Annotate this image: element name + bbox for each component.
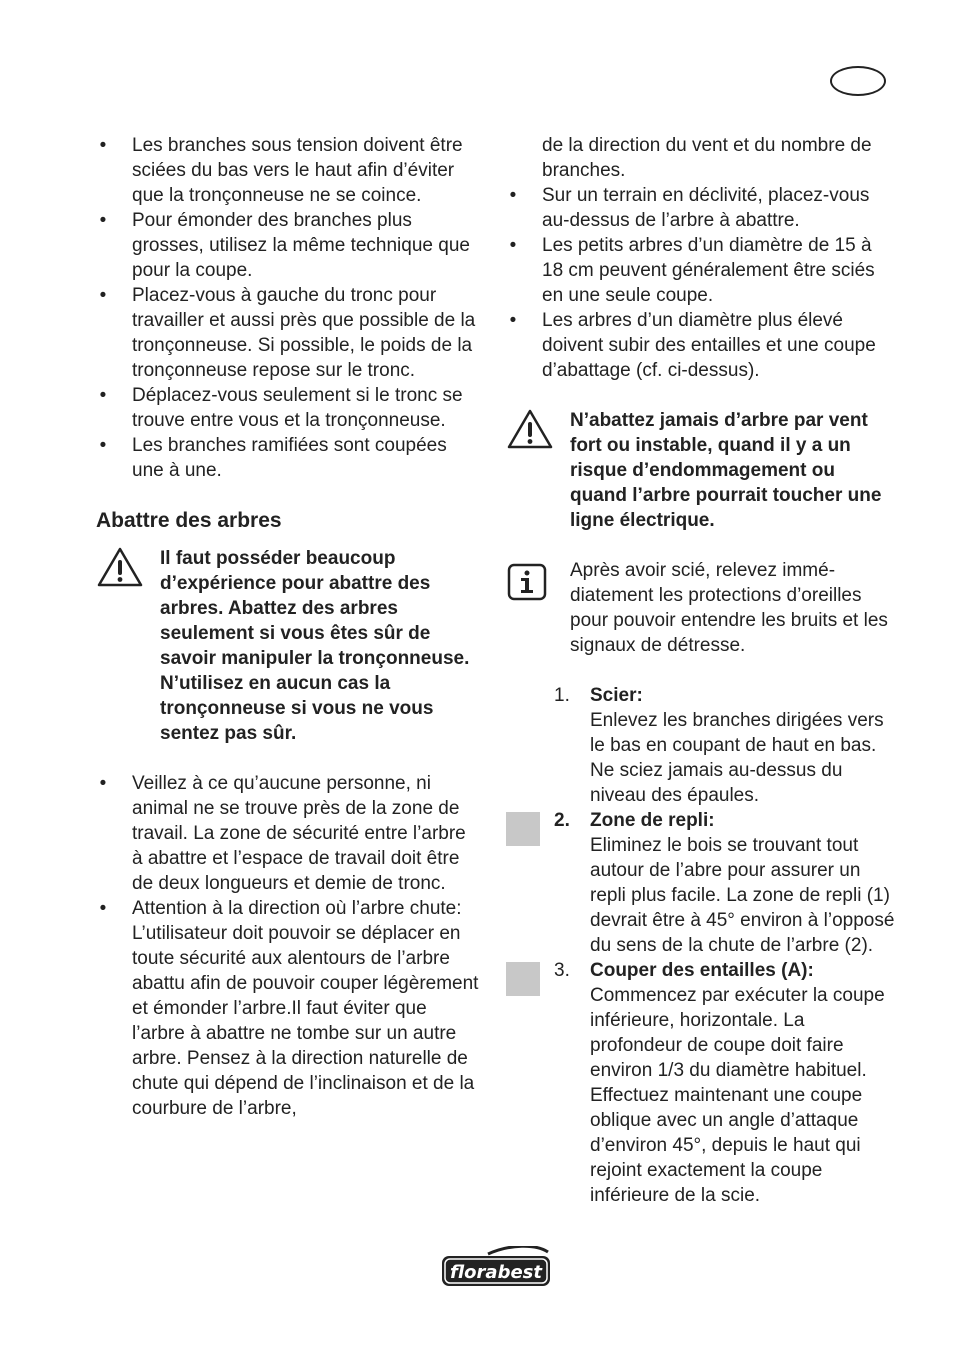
step-text: Commencez par exécuter la coupe inférieure, horizontale. La profondeur de coupe doit faire environ 1/3 du diamètre habituel. Effectuez maintenant une coupe oblique avec un angle d’attaque d’environ 45°, depuis le haut qui rejoint exactement la coupe inférieure de la scie. xyxy=(590,985,885,1206)
info-note xyxy=(506,558,896,658)
list-item: • Veillez à ce qu’aucune personne, ni animal ne se trouve près de la zone de travail. La zone de sécurité entre l’arbre à abattre et l’espace de travail doit être de deux longueurs et demie de tronc. xyxy=(99,773,466,894)
step-list xyxy=(506,683,896,1208)
list-item: • Déplacez-vous seulement si le tronc se trouve entre vous et la tronçonneuse. xyxy=(99,385,463,431)
step-number: 3. xyxy=(554,960,570,981)
grey-marker xyxy=(506,812,540,846)
step-text: Eliminez le bois se trouvant tout autour de l’abre pour assurer un repli plus facile. La zone de repli (1) devrait être à 45° environ à l’opposé du sens de la chute de l’arbre (2). xyxy=(590,835,895,956)
step-item xyxy=(506,683,896,808)
bullet-list-branches xyxy=(96,133,480,483)
left-column xyxy=(96,133,480,1121)
list-item: • Les arbres d’un diamètre plus élevé doivent subir des entailles et une coupe d’abattage (cf. ci-dessus). xyxy=(509,310,876,381)
list-item: • Les branches ramifiées sont coupées une à une. xyxy=(99,435,447,481)
step-title: Scier: xyxy=(590,685,643,706)
svg-text:florabest: florabest xyxy=(450,1262,542,1283)
list-item: • Attention à la direction où l’arbre chute: xyxy=(99,898,462,919)
step-text: Enlevez les branches dirigées vers le bas en coupant de haut en bas. Ne sciez jamais au-dessus du niveau des épaules. xyxy=(590,710,884,806)
florabest-logo xyxy=(440,1246,552,1295)
right-column xyxy=(506,133,896,1208)
info-icon xyxy=(506,558,570,604)
warning-triangle-icon xyxy=(96,546,160,588)
bullet-list-safety xyxy=(96,771,480,921)
step-number: 1. xyxy=(554,685,570,706)
step-title: Couper des entailles (A): xyxy=(590,960,814,981)
info-text: Après avoir scié, relevez immédiatement les protections d’oreilles pour pouvoir entendre les bruits et les signaux de détresse. xyxy=(570,560,888,656)
warning-note-wind xyxy=(506,408,896,533)
bullet-continuation: L’utilisateur doit pouvoir se déplacer en toute sécurité aux alentours de l’arbre abattu afin de pouvoir couper légèrement et émonder l’arbre.Il faut éviter que l’arbre à abattre ne tombe sur un autre arbre. Pensez à la direction naturelle de chute qui dépend de l’inclinaison et de la courbure de l’arbre, xyxy=(132,923,479,1119)
list-item: • Les branches sous tension doivent être sciées du bas vers le haut afin d’éviter que la tronçonneuse ne se coince. xyxy=(99,135,463,206)
list-item: • Placez-vous à gauche du tronc pour travailler et aussi près que possible de la tronçonneuse. Si possible, le poids de la tronçonneuse repose sur le tronc. xyxy=(99,285,476,381)
list-item: • Les petits arbres d’un diamètre de 15 à 18 cm peuvent généralement être sciés en une seule coupe. xyxy=(509,235,875,306)
step-item xyxy=(506,958,896,1208)
language-badge xyxy=(830,66,886,96)
paragraph-continuation: de la direction du vent et du nombre de branches. xyxy=(542,135,872,181)
step-title: Zone de repli: xyxy=(590,810,715,831)
warning-text: Il faut posséder beaucoup d’expérience pour abattre des arbres. Abattez des arbres seulement si vous êtes sûr de savoir manipuler la tronçonneuse. N’utilisez en aucun cas la tronçonneuse si vous ne vous sentez pas sûr. xyxy=(160,548,470,744)
warning-text: N’abattez jamais d’arbre par vent fort ou instable, quand il y a un risque d’endommagement ou quand l’arbre pourrait toucher une ligne électrique. xyxy=(570,410,882,531)
grey-marker xyxy=(506,962,540,996)
section-heading: Abattre des arbres xyxy=(96,509,282,532)
warning-note xyxy=(96,546,480,746)
list-item: • Pour émonder des branches plus grosses, utilisez la même technique que pour la coupe. xyxy=(99,210,470,281)
step-number: 2. xyxy=(554,810,570,831)
bullet-list-felling xyxy=(506,183,896,383)
step-item xyxy=(506,808,896,958)
list-item: • Sur un terrain en déclivité, placez-vous au-dessus de l’arbre à abattre. xyxy=(509,185,870,231)
warning-triangle-icon xyxy=(506,408,570,450)
